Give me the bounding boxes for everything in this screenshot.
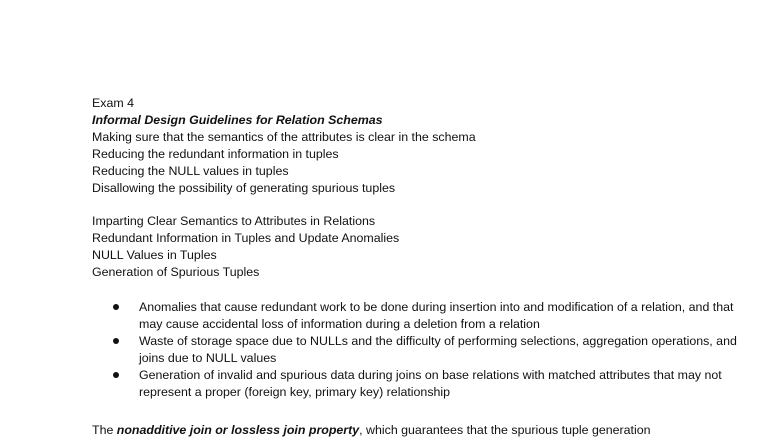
bullet-text: Anomalies that cause redundant work to be done during insertion into and modification of a relation, and that may cause accidental loss of information during a deletion from a relation bbox=[139, 300, 734, 331]
bullet-icon bbox=[113, 304, 119, 310]
bullet-text: Waste of storage space due to NULLs and the difficulty of performing selections, aggregation operations, and joins due to NULL values bbox=[139, 334, 737, 365]
closing-emphasis: nonadditive join or lossless join property bbox=[116, 423, 360, 437]
topics-block bbox=[92, 213, 752, 281]
bullet-item bbox=[113, 333, 753, 367]
bullet-list bbox=[113, 299, 753, 401]
bullet-item bbox=[113, 367, 753, 401]
bullet-item bbox=[113, 299, 753, 333]
closing-suffix: , which guarantees that the spurious tuple generation bbox=[359, 423, 651, 437]
guideline-item: Disallowing the possibility of generating spurious tuples bbox=[92, 181, 396, 195]
closing-prefix: The bbox=[92, 423, 117, 437]
guideline-item: Reducing the NULL values in tuples bbox=[92, 164, 289, 178]
topic-item: Redundant Information in Tuples and Update Anomalies bbox=[92, 231, 400, 245]
guideline-item: Reducing the redundant information in tuples bbox=[92, 147, 339, 161]
topic-item: NULL Values in Tuples bbox=[92, 248, 217, 262]
bullet-icon bbox=[113, 372, 119, 378]
intro-block bbox=[92, 95, 752, 197]
topic-item: Generation of Spurious Tuples bbox=[92, 265, 260, 279]
closing-paragraph bbox=[92, 422, 651, 439]
guideline-item: Making sure that the semantics of the attributes is clear in the schema bbox=[92, 130, 476, 144]
bullet-icon bbox=[113, 338, 119, 344]
section-title: Informal Design Guidelines for Relation Schemas bbox=[92, 113, 383, 127]
bullet-text: Generation of invalid and spurious data during joins on base relations with matched attributes that may not represent a proper (foreign key, primary key) relationship bbox=[139, 368, 722, 399]
exam-label: Exam 4 bbox=[92, 96, 135, 110]
topic-item: Imparting Clear Semantics to Attributes in Relations bbox=[92, 214, 376, 228]
